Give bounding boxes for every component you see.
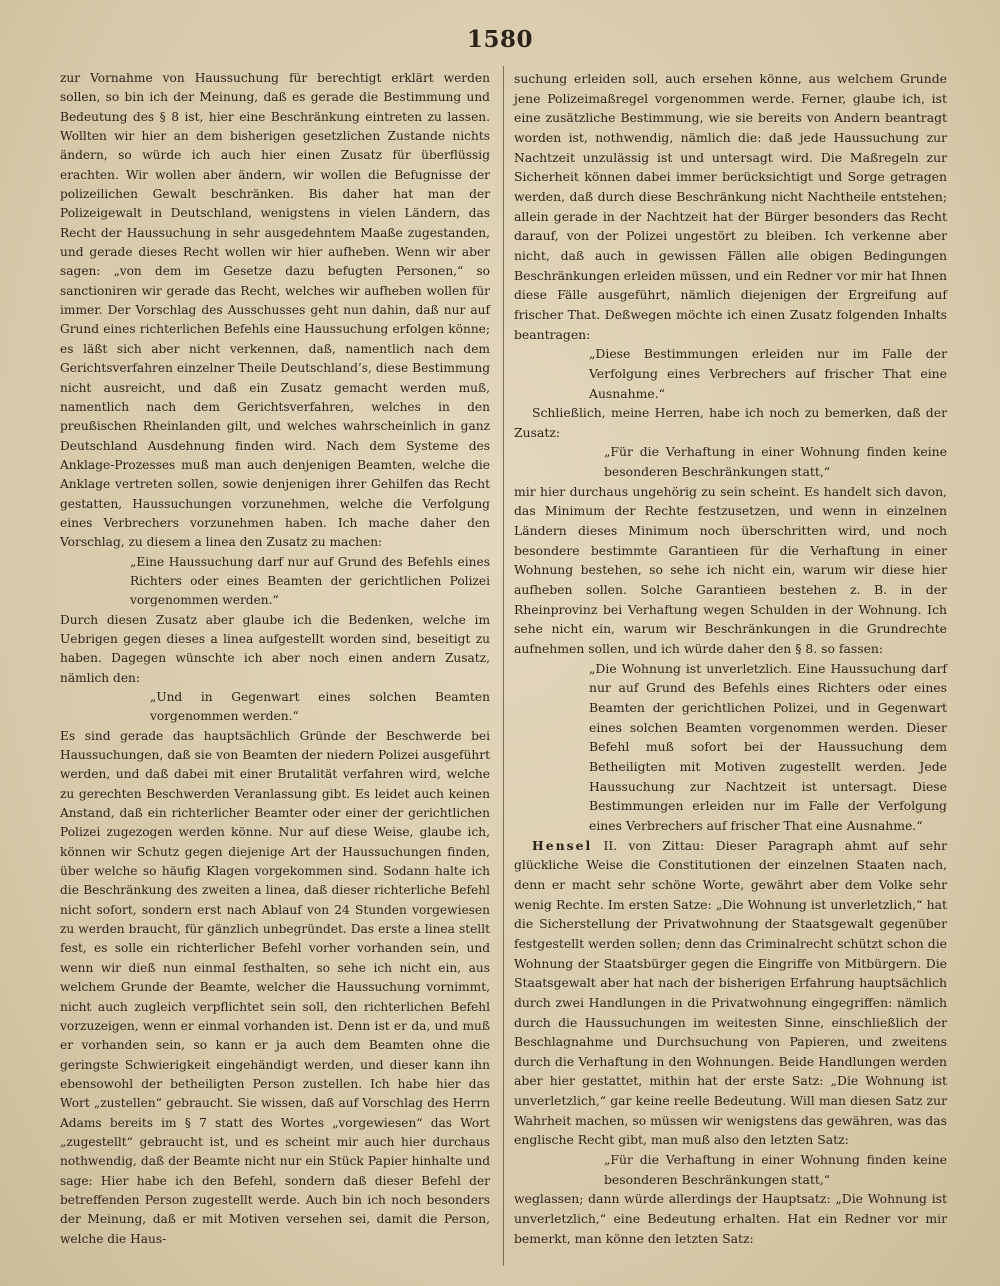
paragraph: mir hier durchaus ungehörig zu sein scheint. Es handelt sich davon, das Minimum der Rechte festzusetzen, und wenn in einzelnen Ländern dieses Minimum noch überschritten wird, und noch besondere bestimmte Garantieen für die Verhaftung in einer Wohnung bestehen, so sehe ich nicht ein, warum wir diese hier aufheben sollen. Solche Garantieen bestehen z. B. in der Rheinprovinz bei Verhaftung wegen Schulden in der Wohnung. Ich sehe nicht ein, warum wir Beschränkungen in die Grundrechte aufnehmen sollen, und ich würde daher den § 8. so fassen: — [514, 483, 947, 657]
speaker-paragraph — [514, 836, 947, 1151]
paragraph: suchung erleiden soll, auch ersehen könne, aus welchem Grunde jene Polizeimaßregel vorgenommen werde. Ferner, glaube ich, ist eine zusätzliche Bestimmung, wie sie bereits von Andern beantragt worden ist, nothwendig, nämlich die: daß jede Haussuchung zur Nachtzeit unzulässig ist und untersagt wird. Die Maßregeln zur Sicherheit können dabei immer berücksichtigt und Sorge getragen werden, daß durch diese Beschränkung nicht Nachtheile entstehen; allein gerade in der Nachtzeit hat der Bürger besonders das Recht darauf, von der Polizei ungestört zu bleiben. Ich verkenne aber nicht, daß auch in gewissen Fällen alle obigen Bedingungen Beschränkungen erleiden müssen, und ein Redner vor mir hat Ihnen diese Fälle ausgeführt, nämlich diejenigen der Ergreifung auf frischer That. Deßwegen möchte ich einen Zusatz folgenden Inhalts beantragen: — [514, 71, 947, 342]
speaker-text: II. von Zittau: Dieser Paragraph ahmt auf sehr glückliche Weise die Constitutionen der einzelnen Staaten nach, denn er macht sehr schöne Worte, gewährt aber dem Volke sehr wenig Rechte. Im ersten Satze: „Die Wohnung ist unverletzlich,“ hat die Sicherstellung der Privatwohnung der Staatsgewalt gegenüber festgestellt werden sollen; denn das Criminalrecht schützt schon die Wohnung der Staatsbürger gegen die Eingriffe von Mitbürgern. Die Staatsgewalt aber hat nach der bisherigen Erfahrung hauptsächlich durch zwei Handlungen in die Privatwohnung eingegriffen: nämlich durch die Haussuchungen im weitesten Sinne, einschließlich der Beschlagnahme und Durchsuchung von Papieren, und zweitens durch die Verhaftung in den Wohnungen. Beide Handlungen werden aber hier gestattet, mithin hat der erste Satz: „Die Wohnung ist unverletzlich,“ gar keine reelle Bedeutung. Will man diesen Satz zur Wahrheit machen, so müssen wir wenigstens das gewähren, was das englische Recht gibt, man muß also den letzten Satz: — [514, 837, 947, 1148]
page-number: 1580 — [466, 26, 533, 53]
quoted-proposal: „Die Wohnung ist unverletzlich. Eine Haussuchung darf nur auf Grund des Befehls eines Richters oder eines Beamten der gerichtlichen Polizei, und in Gegenwart eines solchen Beamten vorgenommen werden. Dieser Befehl muß sofort bei der Haussuchung dem Betheiligten mit Motiven zugestellt werden. Jede Haussuchung zur Nachtzeit ist untersagt. Diese Bestimmungen erleiden nur im Falle der Verfolgung eines Verbrechers auf frischer That eine Ausnahme.“ — [589, 660, 947, 833]
paragraph: Es sind gerade das hauptsächlich Gründe der Beschwerde bei Haussuchungen, daß sie von Beamten der niedern Polizei ausgeführt werden, und daß dabei mit einer Brutalität verfahren wird, welche zu gerechten Beschwerden Veranlassung gibt. Es leidet auch keinen Anstand, daß ein richterlicher Beamter oder einer der gerichtlichen Polizei zugezogen werden könne. Nur auf diese Weise, glaube ich, können wir Schutz gegen diejenige Art der Haussuchungen finden, über welche so häufig Klagen vorgekommen sind. Sodann halte ich die Beschränkung des zweiten a linea, daß dieser richterliche Befehl nicht sofort, sondern erst nach Ablauf von 24 Stunden vorgewiesen zu werden braucht, für gänzlich unbegründet. Das erste a linea stellt fest, es solle ein richterlicher Befehl vorher vorhanden sein, und wenn wir dieß nun einmal festhalten, so sehe ich nicht ein, aus welchem Grunde der Beamte, welcher die Haussuchung vornimmt, nicht auch zugleich verpflichtet sein soll, den richterlichen Befehl vorzuzeigen, wenn er einmal vorhanden ist. Denn ist er da, und muß er vorhanden sein, so kann er ja auch dem Beamten ohne die geringste Schwierigkeit eingehändigt werden, und dieser kann ihn ebensowohl der betheiligten Person zustellen. Ich habe hier das Wort „zustellen“ gebraucht. Sie wissen, daß auf Vorschlag des Herrn Adams bereits im § 7 statt des Wortes „vorgewiesen“ das Wort „zugestellt“ gebraucht ist, und es scheint mir auch hier durchaus nothwendig, daß der Beamte nicht nur ein Stück Papier hinhalte und sage: Hier habe ich den Befehl, sondern daß dieser Befehl der betreffenden Person zugestellt werde. Auch bin ich noch besonders der Meinung, daß er mit Motiven versehen sei, damit die Person, welche die Haus- — [60, 728, 490, 1246]
right-column — [514, 69, 947, 1248]
left-column — [60, 69, 490, 1249]
paragraph: Durch diesen Zusatz aber glaube ich die Bedenken, welche im Uebrigen gegen dieses a linea aufgestellt worden sind, beseitigt zu haben. Dagegen wünschte ich aber noch einen andern Zusatz, nämlich den: — [60, 612, 490, 685]
paragraph: weglassen; dann würde allerdings der Hauptsatz: „Die Wohnung ist unverletzlich,“ eine Bedeutung erhalten. Hat ein Redner vor mir bemerkt, man könne den letzten Satz: — [514, 1191, 947, 1246]
column-divider — [503, 66, 504, 1266]
speaker-name: Hensel — [532, 837, 593, 853]
paragraph: Schließlich, meine Herren, habe ich noch zu bemerken, daß der Zusatz: — [514, 405, 947, 440]
quoted-amendment: „Für die Verhaftung in einer Wohnung finden keine besonderen Beschränkungen statt,“ — [604, 444, 947, 480]
paragraph: zur Vornahme von Haussuchung für berechtigt erklärt werden sollen, so bin ich der Meinung, daß es gerade die Bestimmung und Bedeutung des § 8 ist, hier eine Beschränkung eintreten zu lassen. Wollten wir hier an dem bisherigen gesetzlichen Zustande nichts ändern, so würde ich auch hier einen Zusatz für überflüssig erachten. Wir wollen aber ändern, wir wollen die Befugnisse der polizeilichen Gewalt beschränken. Bis daher hat man der Polizeigewalt in Deutschland, wenigstens in vielen Ländern, das Recht der Haussuchung in sehr ausgedehntem Maaße zugestanden, und gerade dieses Recht wollen wir hier aufheben. Wenn wir aber sagen: „von dem im Gesetze dazu befugten Personen,“ so sanctioniren wir gerade das Recht, welches wir aufheben wollen für immer. Der Vorschlag des Ausschusses geht nun dahin, daß nur auf Grund eines richterlichen Befehls eine Haussuchung erfolgen könne; es läßt sich aber nicht verkennen, daß, namentlich nach dem Gerichtsverfahren einzelner Theile Deutschland’s, diese Bestimmung nicht ausreicht, und daß ein Zusatz gemacht werden muß, namentlich nach dem Gerichtsverfahren, welches in den preußischen Rheinlanden gilt, und welches wahrscheinlich in ganz Deutschland Ausdehnung finden wird. Nach dem Systeme des Anklage-Prozesses muß man auch denjenigen Beamten, welche die Anklage vertreten sollen, sowie denjenigen ihrer Gehilfen das Recht gestatten, Haussuchungen vorzunehmen, welche die Verfolgung eines Verbrechers vorzunehmen haben. Ich mache daher den Vorschlag, zu diesem a linea den Zusatz zu machen: — [60, 71, 490, 550]
quoted-amendment: „Eine Haussuchung darf nur auf Grund des Befehls eines Richters oder eines Beamten der gerichtlichen Polizei vorgenommen werden.“ — [130, 554, 490, 608]
quoted-amendment: „Und in Gegenwart eines solchen Beamten vorgenommen werden.“ — [150, 690, 490, 724]
quoted-amendment: „Für die Verhaftung in einer Wohnung finden keine besonderen Beschränkungen statt,“ — [604, 1152, 947, 1187]
quoted-amendment: „Diese Bestimmungen erleiden nur im Falle der Verfolgung eines Verbrechers auf frischer That eine Ausnahme.“ — [589, 346, 947, 401]
